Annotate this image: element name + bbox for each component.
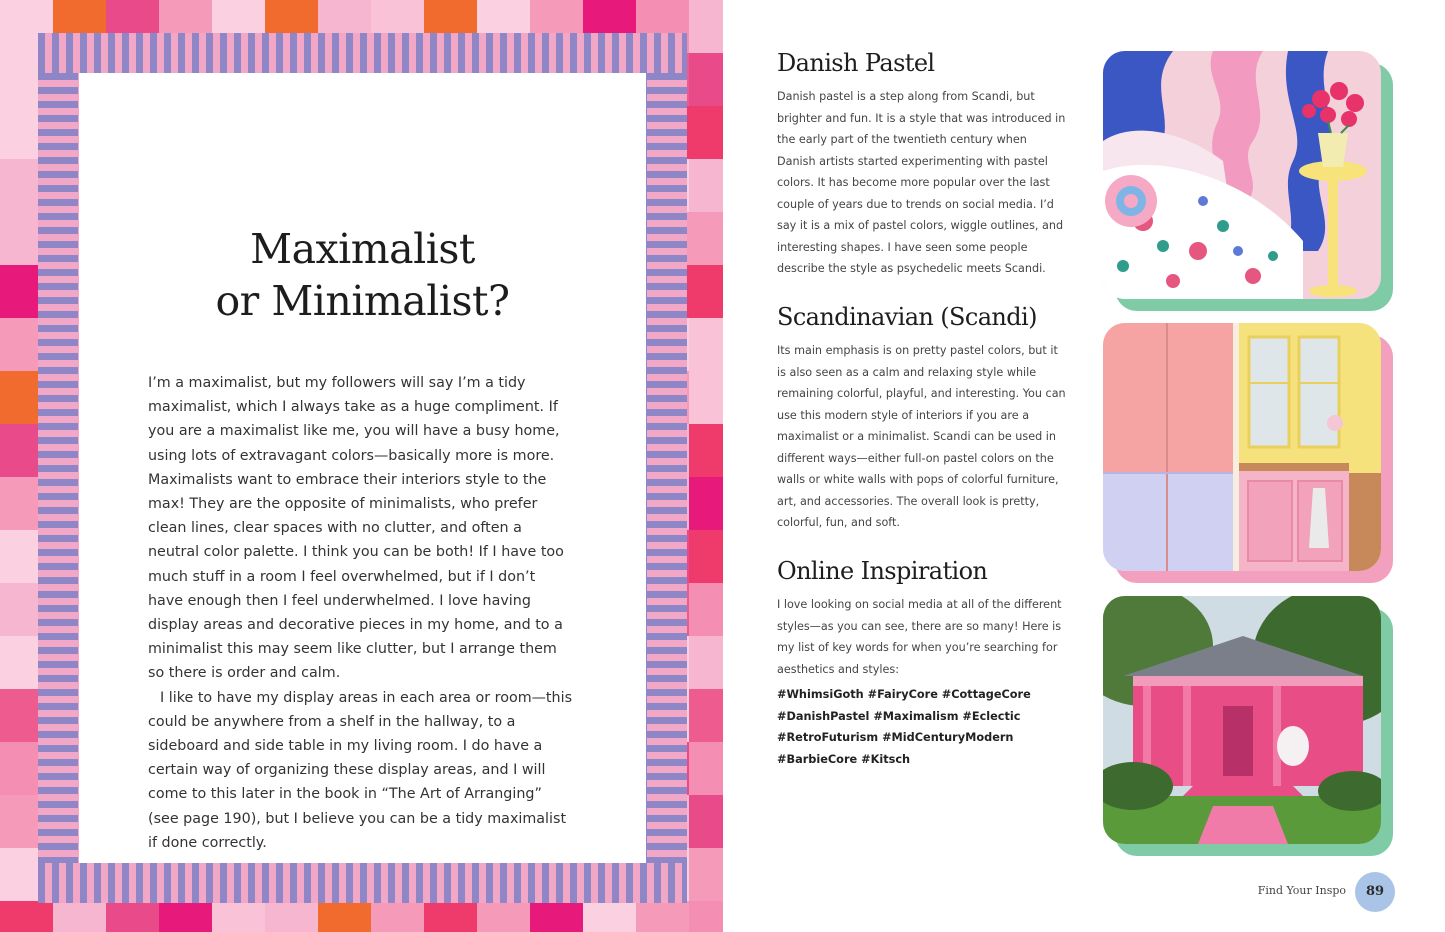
hashtag-line: #WhimsiGoth #FairyCore #CottageCore <box>777 688 1031 701</box>
section-heading: Scandinavian (Scandi) <box>777 303 1037 331</box>
section-online-inspiration <box>777 556 1067 770</box>
text-card <box>79 73 646 863</box>
house-image <box>1103 596 1381 844</box>
body-text <box>148 371 573 855</box>
hashtag-line: #DanishPastel #Maximalism #Eclectic <box>777 709 1021 723</box>
section-body: I love looking on social media at all of the different styles—as you can see, there are so many! Here is my list of key words for when you’re searching for aesthetics and styles: <box>777 598 1062 676</box>
running-title: Find Your Inspo <box>1257 884 1346 897</box>
section-heading: Online Inspiration <box>777 557 988 585</box>
section-body: Its main emphasis is on pretty pastel colors, but it is also seen as a calm and relaxing style while remaining colorful, playful, and interesting. You can use this modern style of interiors if you are a maximalist or a minimalist. Scandi can be used in different ways—either full-on pastel colors on the walls or white walls with pops of colorful furniture, art, and accessories. The overall look is pretty, colorful, fun, and soft. <box>777 344 1066 529</box>
photo-kitchen <box>1103 323 1393 583</box>
page-title-line1: Maximalist <box>250 225 475 273</box>
kitchen-image <box>1103 323 1381 571</box>
photo-bedroom <box>1103 51 1393 311</box>
section-scandinavian <box>777 302 1067 534</box>
photo-house <box>1103 596 1393 856</box>
hashtag-list <box>777 684 1067 770</box>
hashtag-line: #BarbieCore #Kitsch <box>777 752 911 766</box>
section-body: Danish pastel is a step along from Scandi, but brighter and fun. It is a style that was introduced in the early part of the twentieth century when Danish artists started experimenting with pastel colors. It has become more popular over the last couple of years due to trends on social media. I’d say it is a mix of pastel colors, wiggle outlines, and interesting shapes. I have seen some people describe the style as psychedelic meets Scandi. <box>777 90 1066 275</box>
page-title <box>79 223 646 327</box>
page-title-line2: or Minimalist? <box>215 277 510 325</box>
body-paragraph-1: I’m a maximalist, but my followers will say I’m a tidy maximalist, which I always take as a huge compliment. If you are a maximalist like me, you will have a busy home, using lots of extravagant colors—basically more is more. Maximalists want to embrace their interiors style to the max! They are the opposite of minimalists, who prefer clean lines, clear spaces with no clutter, and often a neutral color palette. I think you can be both! If I have too much stuff in a room I feel overwhelmed, but if I don’t have enough then I feel underwhelmed. I love having display areas and decorative pieces in my home, and to a minimalist this may seem like clutter, but I arrange them so there is order and calm. <box>148 375 564 682</box>
striped-frame-left <box>38 73 78 863</box>
body-paragraph-2: I like to have my display areas in each area or room—this could be anywhere from a shelf in the hallway, to a sideboard and side table in my living room. I do have a certain way of organizing these display areas, and I will come to this later in the book in “The Art of Arranging” (see page 190), but I believe you can be a tidy maximalist if done correctly. <box>148 689 573 851</box>
hashtag-line: #RetroFuturism #MidCenturyModern <box>777 731 1014 744</box>
section-heading: Danish Pastel <box>777 49 935 77</box>
bedroom-image <box>1103 51 1381 299</box>
page-number-badge: 89 <box>1355 872 1395 912</box>
striped-frame-right <box>647 73 687 863</box>
section-danish-pastel <box>777 48 1067 280</box>
